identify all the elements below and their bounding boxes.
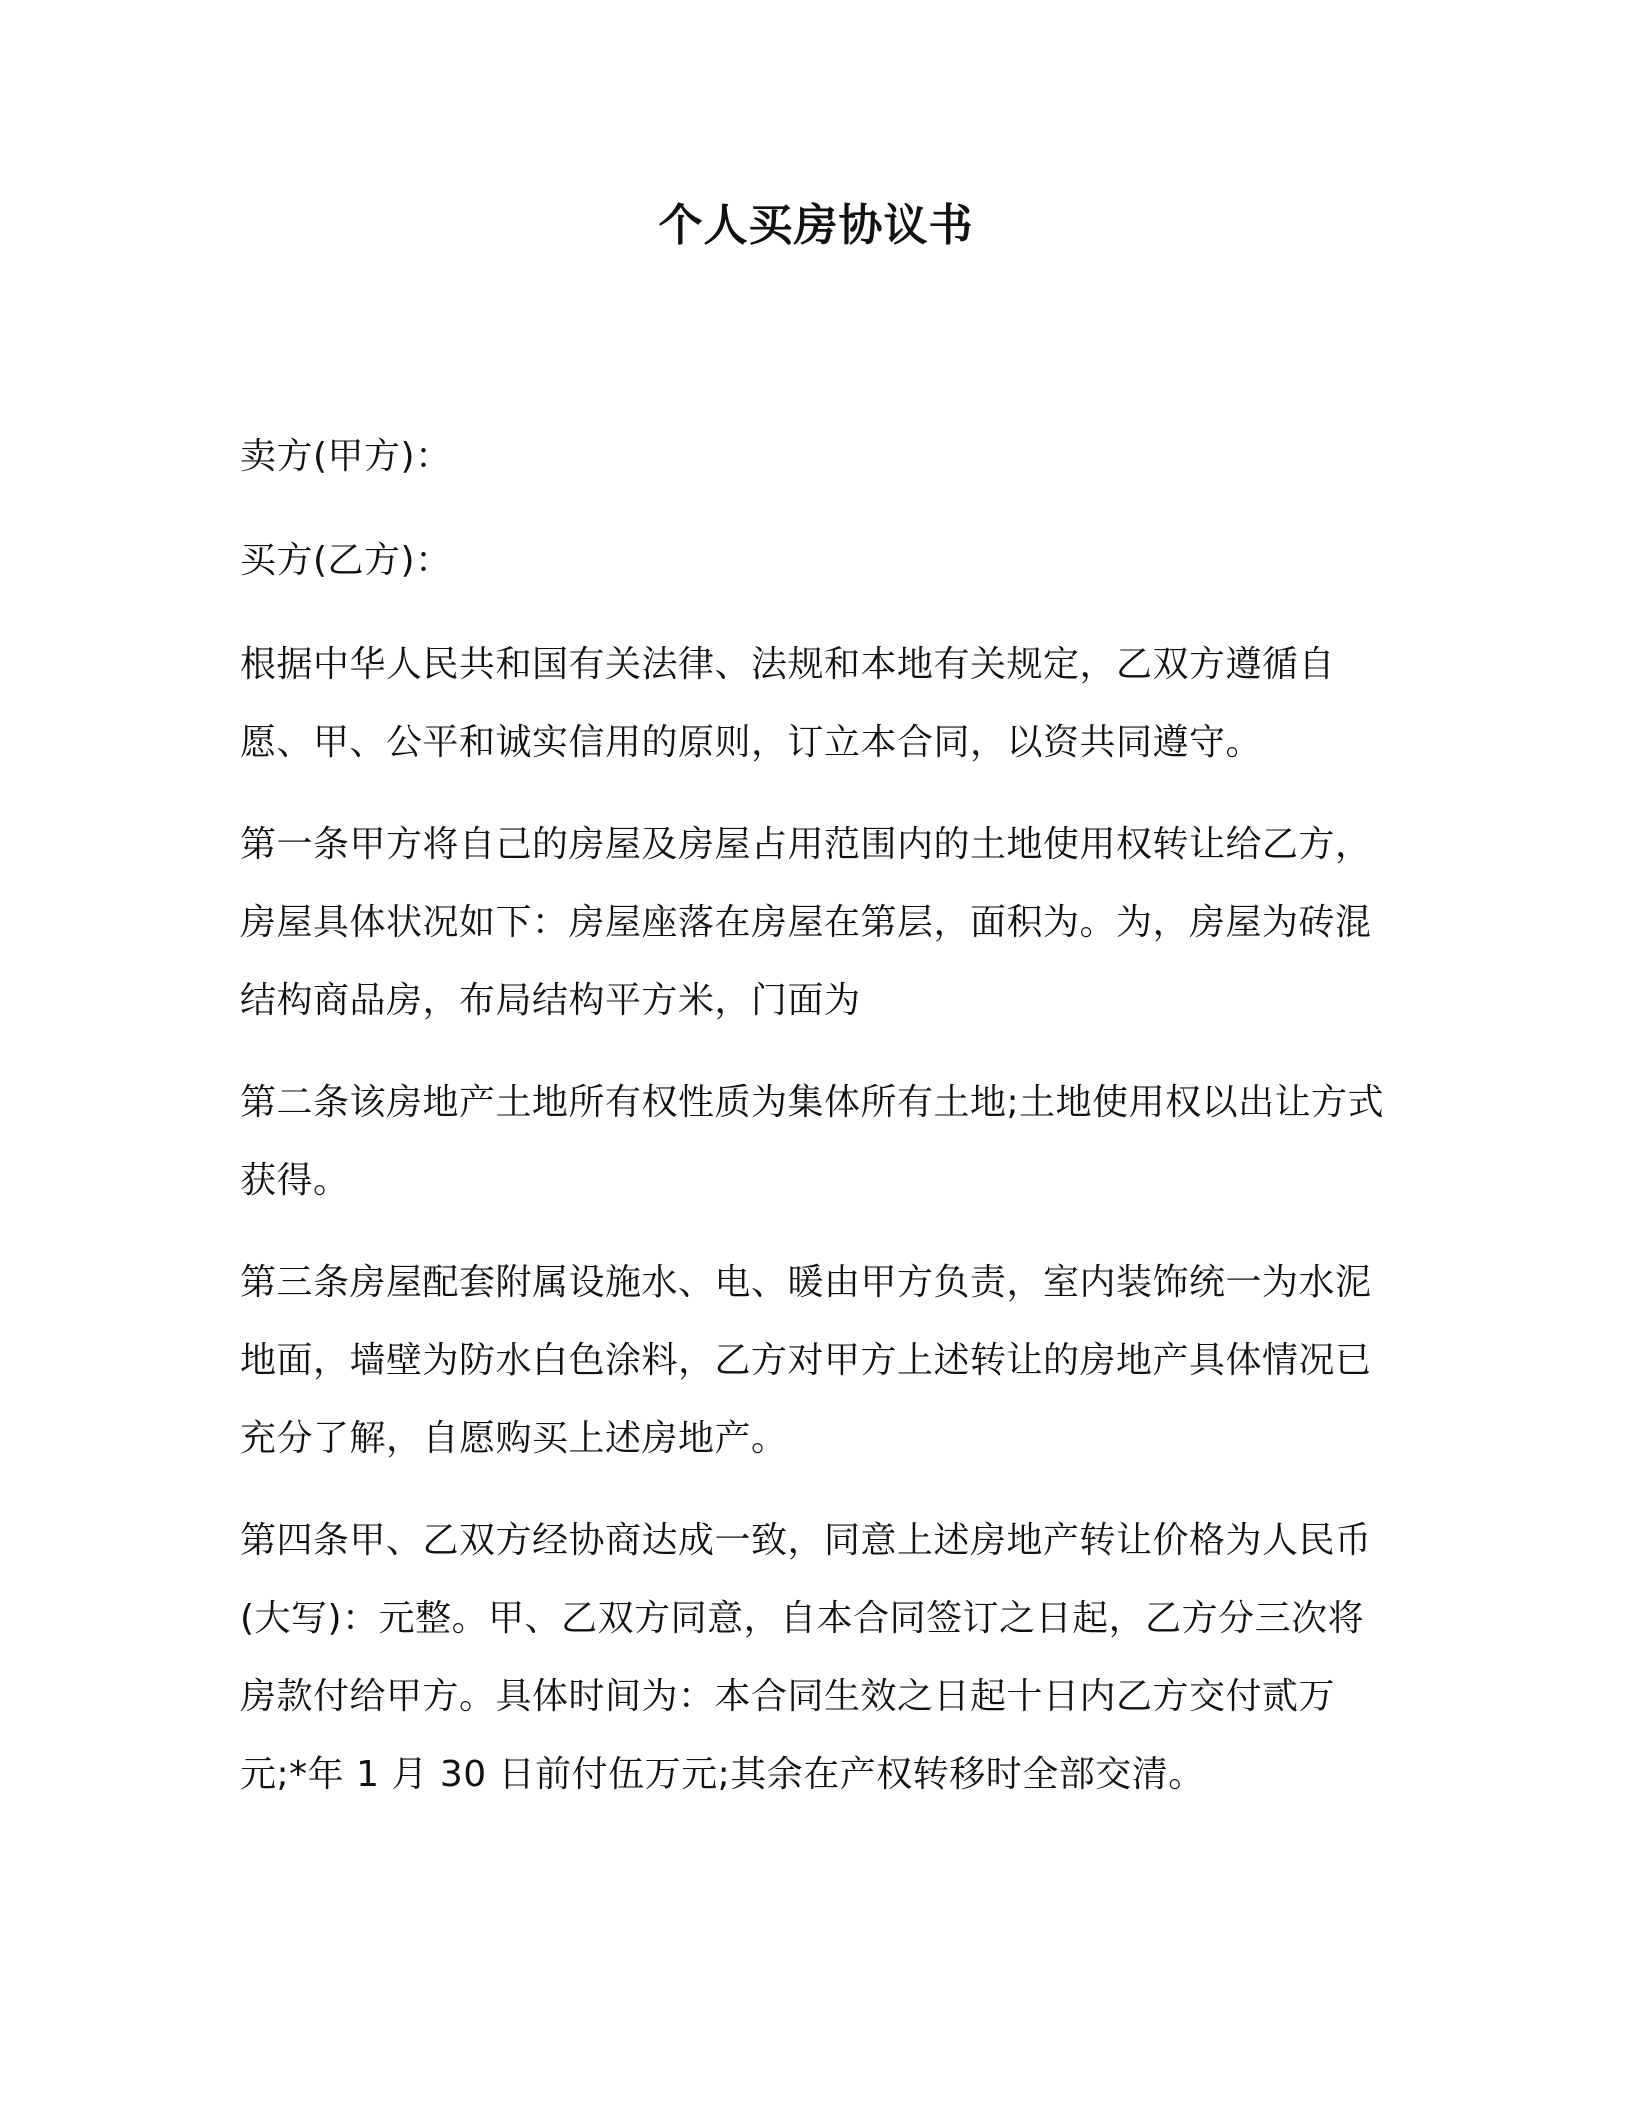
clause-1-paragraph: 第一条甲方将自己的房屋及房屋占用范围内的土地使用权转让给乙方，房屋具体状况如下：房屋座落在房屋在第层，面积为。为，房屋为砖混结构商品房，布局结构平方米，门面为 <box>240 824 1372 1021</box>
seller-line: 卖方(甲方)： <box>240 436 452 477</box>
document-body <box>240 418 1390 1838</box>
clause-2-paragraph: 第二条该房地产土地所有权性质为集体所有土地;土地使用权以出让方式获得。 <box>240 1082 1385 1201</box>
preamble-paragraph: 根据中华人民共和国有关法律、法规和本地有关规定，乙双方遵循自愿、甲、公平和诚实信用的原则，订立本合同，以资共同遵守。 <box>240 644 1336 763</box>
clause-4-paragraph: 第四条甲、乙双方经协商达成一致，同意上述房地产转让价格为人民币(大写)：元整。甲、乙双方同意，自本合同签订之日起，乙方分三次将房款付给甲方。具体时间为：本合同生效之日起十日内乙方交付贰万元;*年 1 月 30 日前付伍万元;其余在产权转移时全部交清。 <box>240 1520 1372 1795</box>
clause-3-paragraph: 第三条房屋配套附属设施水、电、暖由甲方负责，室内装饰统一为水泥地面，墙壁为防水白色涂料，乙方对甲方上述转让的房地产具体情况已充分了解，自愿购买上述房地产。 <box>240 1262 1372 1459</box>
document-title: 个人买房协议书 <box>658 200 974 251</box>
buyer-line: 买方(乙方)： <box>240 540 452 581</box>
